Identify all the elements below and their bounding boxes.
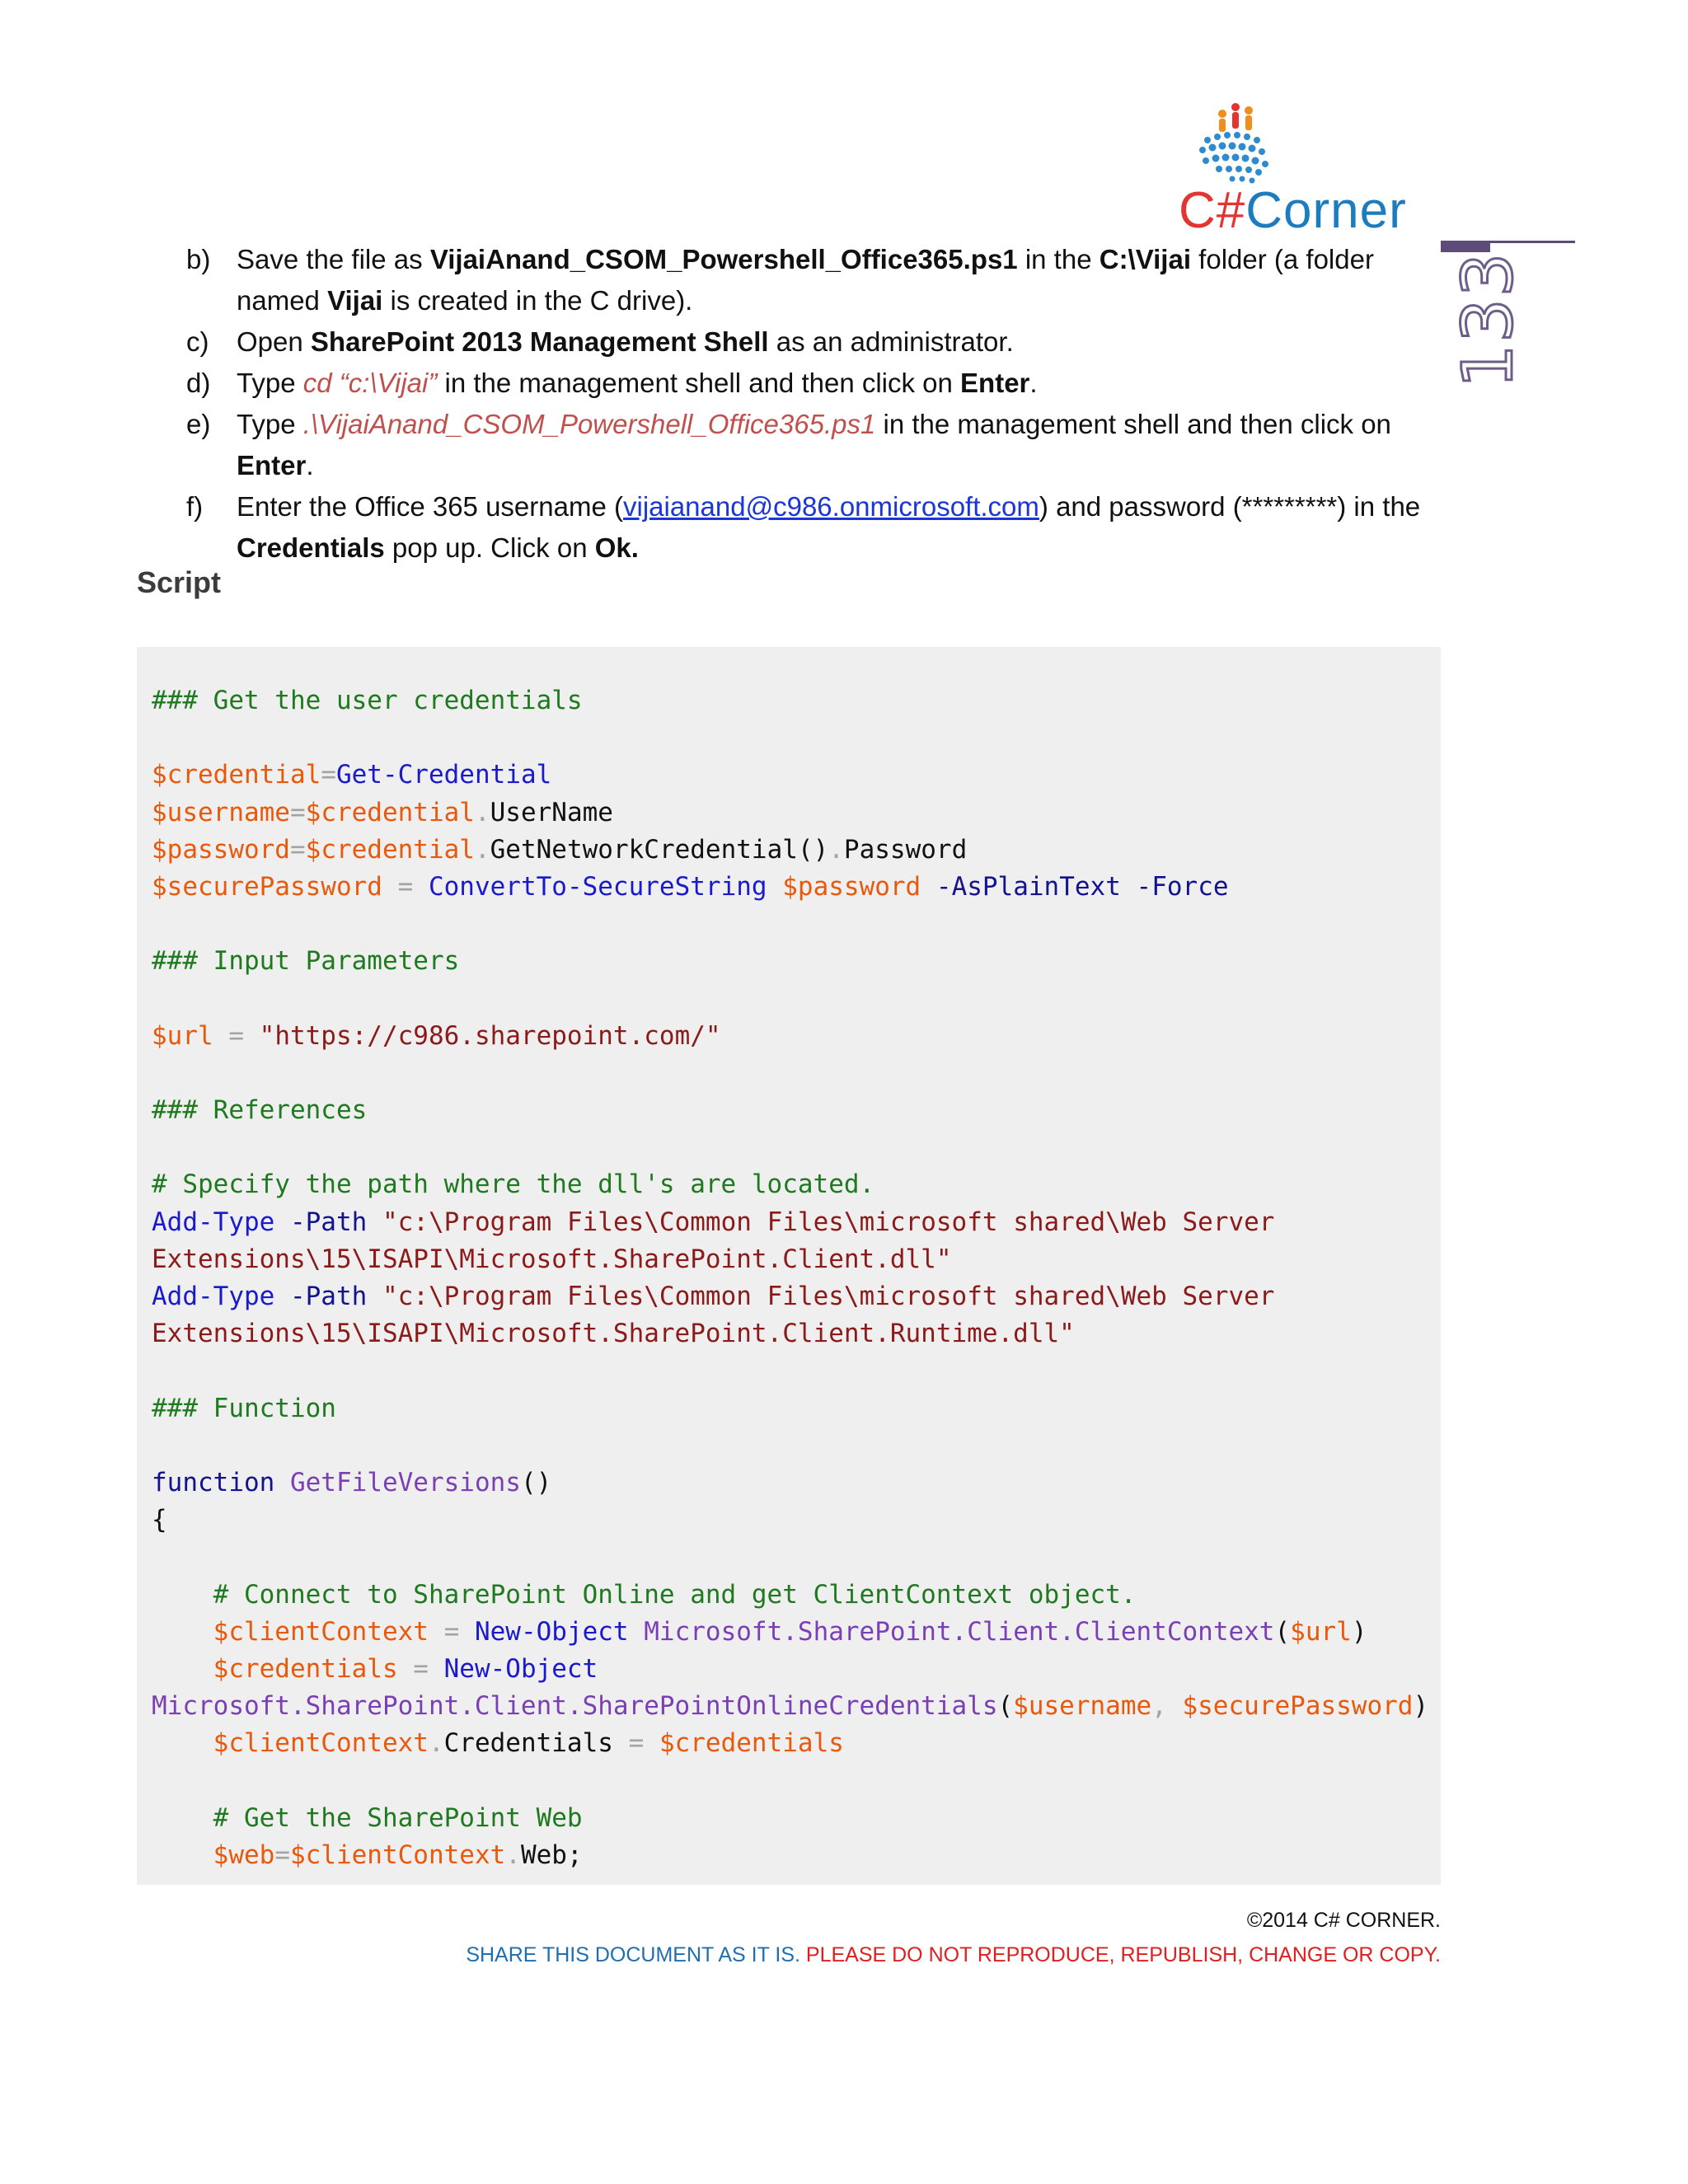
section-heading: Script <box>137 565 222 599</box>
step-marker: b) <box>186 244 211 274</box>
code-token <box>1121 872 1137 902</box>
code-token: = <box>428 1616 475 1647</box>
code-token: = <box>289 834 306 865</box>
email-link[interactable]: vijaianand@c986.onmicrosoft.com <box>622 491 1039 522</box>
code-token: $credentials <box>213 1653 398 1684</box>
code-token: = <box>612 1728 659 1759</box>
code-token: = <box>321 760 336 790</box>
code-token <box>367 1282 382 1311</box>
step-text: Open <box>237 326 311 357</box>
code-line <box>152 682 1441 719</box>
code-token: $url <box>1290 1616 1352 1647</box>
code-line <box>152 1278 1441 1315</box>
instruction-steps <box>186 239 1439 569</box>
step-text: as an administrator. <box>768 326 1014 357</box>
step-item <box>186 239 1439 321</box>
code-token: $url <box>152 1020 213 1051</box>
code-token: . <box>474 797 490 827</box>
step-bold-text: VijaiAnand_CSOM_Powershell_Office365.ps1 <box>429 244 1018 274</box>
step-marker: d) <box>186 368 211 398</box>
code-token: = <box>289 797 306 827</box>
code-token: () <box>520 1467 552 1497</box>
code-line <box>152 1762 1441 1799</box>
step-bold-text: Vijai <box>327 285 383 316</box>
step-item <box>186 321 1439 363</box>
code-token: # Get the SharePoint Web <box>213 1802 583 1833</box>
code-line <box>152 1651 1441 1688</box>
code-line <box>152 1055 1441 1092</box>
code-line <box>152 981 1441 1018</box>
step-text: in the <box>1017 244 1100 274</box>
code-token: $credential <box>305 797 475 827</box>
code-token: Credentials <box>443 1728 613 1759</box>
code-token: Extensions\15\ISAPI\Microsoft.SharePoint.Client.dll" <box>152 1244 952 1274</box>
code-token: = <box>397 1653 444 1684</box>
code-line <box>152 1614 1441 1651</box>
code-token: "https://c986.sharepoint.com/" <box>259 1020 721 1051</box>
code-token <box>152 1654 213 1684</box>
code-line <box>152 794 1441 832</box>
code-line <box>152 1241 1441 1278</box>
code-line <box>152 757 1441 794</box>
code-token: $password <box>152 834 290 865</box>
step-text: Save the file as <box>237 244 430 274</box>
step-bold-text: Enter <box>237 450 307 480</box>
code-token <box>152 1840 213 1870</box>
code-token: "c:\Program Files\Common Files\microsoft shared\Web Server <box>382 1207 1275 1237</box>
code-token: ) <box>1351 1616 1367 1647</box>
code-line <box>152 1688 1441 1725</box>
code-token: -Path <box>289 1207 368 1237</box>
code-token: . <box>828 834 844 865</box>
code-token: $web <box>213 1840 275 1870</box>
notice-restrictions: PLEASE DO NOT REPRODUCE, REPUBLISH, CHANGE OR COPY. <box>805 1943 1441 1966</box>
code-token: . <box>428 1728 444 1759</box>
code-token: = <box>213 1020 260 1051</box>
code-token: $securePassword <box>1182 1691 1414 1722</box>
step-text: Enter the Office 365 username ( <box>237 491 623 522</box>
code-token: ### References <box>152 1095 368 1126</box>
code-token: -Path <box>289 1282 368 1311</box>
step-command-text: .\VijaiAnand_CSOM_Powershell_Office365.ps1 <box>302 409 876 439</box>
code-line <box>152 1204 1441 1241</box>
code-token: New-Object <box>474 1616 629 1647</box>
code-token <box>152 1580 213 1610</box>
code-token: # Specify the path where the dll's are located. <box>152 1169 875 1200</box>
code-token: $clientContext <box>213 1616 429 1647</box>
code-token: GetNetworkCredential() <box>490 834 829 865</box>
code-line <box>152 1129 1441 1166</box>
code-token: GetFileVersions <box>289 1467 521 1497</box>
code-token: . <box>505 1840 521 1870</box>
notice-share: SHARE THIS DOCUMENT AS IT IS. <box>466 1943 806 1966</box>
code-line <box>152 1018 1441 1055</box>
step-text: in the management shell and then click on <box>437 368 961 398</box>
step-item <box>186 486 1439 569</box>
code-line <box>152 832 1441 869</box>
code-token: Extensions\15\ISAPI\Microsoft.SharePoint.Client.Runtime.dll" <box>152 1319 1075 1349</box>
step-bold-text: Credentials <box>237 532 385 563</box>
code-token: ( <box>1274 1616 1291 1647</box>
code-line <box>152 1092 1441 1129</box>
code-token <box>629 1617 645 1647</box>
code-token: . <box>474 834 490 865</box>
code-token: = <box>382 871 429 902</box>
code-token: -Force <box>1136 871 1229 902</box>
code-token <box>152 1728 213 1758</box>
code-token: ### Get the user credentials <box>152 686 583 715</box>
code-token: { <box>152 1505 167 1535</box>
code-line <box>152 1502 1441 1539</box>
step-text: Type <box>237 409 303 439</box>
step-text: pop up. Click on <box>384 532 595 563</box>
code-token: $credential <box>305 834 475 865</box>
code-line <box>152 1427 1441 1465</box>
step-bold-text: Enter <box>960 368 1030 398</box>
step-item <box>186 404 1439 486</box>
code-token: -AsPlainText <box>935 871 1121 902</box>
code-line <box>152 719 1441 757</box>
step-command-text: cd “c:\Vijai” <box>302 368 438 398</box>
step-bold-text: SharePoint 2013 Management Shell <box>310 326 769 357</box>
code-token: ConvertTo-SecureString <box>428 871 767 902</box>
step-text: is created in the C drive). <box>382 285 693 316</box>
code-token: Microsoft.SharePoint.Client.ClientContext <box>644 1616 1275 1647</box>
code-token <box>767 872 783 902</box>
code-line <box>152 1725 1441 1762</box>
code-token <box>152 1803 213 1833</box>
code-line <box>152 1465 1441 1502</box>
code-token: UserName <box>490 797 613 827</box>
code-token: ### Input Parameters <box>152 946 460 977</box>
code-token: $username <box>1013 1691 1152 1722</box>
step-text: in the management shell and then click on <box>875 409 1391 439</box>
code-token: ) <box>1413 1691 1429 1722</box>
step-bold-text: Ok. <box>594 532 639 563</box>
code-token <box>367 1207 382 1237</box>
code-token <box>274 1282 290 1311</box>
code-line <box>152 906 1441 943</box>
code-token: Password <box>843 834 968 865</box>
copyright-text: ©2014 C# CORNER. <box>1246 1909 1441 1932</box>
step-bold-text: C:\Vijai <box>1099 244 1191 274</box>
code-token <box>921 872 936 902</box>
step-text: . <box>306 450 314 480</box>
code-token <box>274 1207 290 1237</box>
code-token: = <box>274 1840 290 1870</box>
code-token: function <box>152 1467 275 1497</box>
code-token: , <box>1151 1691 1183 1722</box>
code-line <box>152 1390 1441 1427</box>
code-line <box>152 1166 1441 1203</box>
step-text: . <box>1029 368 1038 398</box>
code-token: ( <box>997 1691 1014 1722</box>
step-marker: e) <box>186 409 211 439</box>
code-token: $credential <box>152 760 321 790</box>
code-line <box>152 1800 1441 1837</box>
code-token <box>274 1468 290 1497</box>
code-token: "c:\Program Files\Common Files\microsoft shared\Web Server <box>382 1282 1275 1311</box>
step-item <box>186 363 1439 404</box>
c-sharp-corner-logo <box>1175 99 1422 239</box>
code-token: Web; <box>520 1840 583 1870</box>
logo-globe-icon <box>1175 99 1422 190</box>
code-token: $credentials <box>659 1728 844 1759</box>
logo-text: C#Corner <box>1179 182 1407 239</box>
page-number: 133 <box>1447 251 1528 389</box>
step-text: ) and password (*********) in the <box>1039 491 1421 522</box>
step-marker: f) <box>186 491 204 522</box>
code-token: Add-Type <box>152 1282 275 1311</box>
code-block <box>137 647 1441 1885</box>
code-token: $username <box>152 797 290 827</box>
code-line <box>152 943 1441 980</box>
code-line <box>152 1315 1441 1352</box>
code-token: Microsoft.SharePoint.Client.SharePointOnlineCredentials <box>152 1691 998 1722</box>
step-marker: c) <box>186 326 209 357</box>
code-token: Get-Credential <box>335 760 552 790</box>
step-text: Type <box>237 368 303 398</box>
code-token: $securePassword <box>152 871 382 902</box>
code-line <box>152 1577 1441 1614</box>
step-text: folder (a folder named <box>237 244 1374 316</box>
code-token: $clientContext <box>213 1728 429 1759</box>
code-token <box>152 1617 213 1647</box>
code-line <box>152 1352 1441 1390</box>
code-token: ### Function <box>152 1393 336 1423</box>
usage-notice <box>466 1943 1441 1967</box>
code-token: $password <box>782 871 921 902</box>
code-line <box>152 869 1441 906</box>
code-token: Add-Type <box>152 1207 275 1237</box>
code-token: # Connect to SharePoint Online and get ClientContext object. <box>213 1579 1137 1610</box>
code-line <box>152 1539 1441 1576</box>
code-token: $clientContext <box>289 1840 506 1870</box>
code-line <box>152 1837 1441 1874</box>
code-token: New-Object <box>443 1653 598 1684</box>
